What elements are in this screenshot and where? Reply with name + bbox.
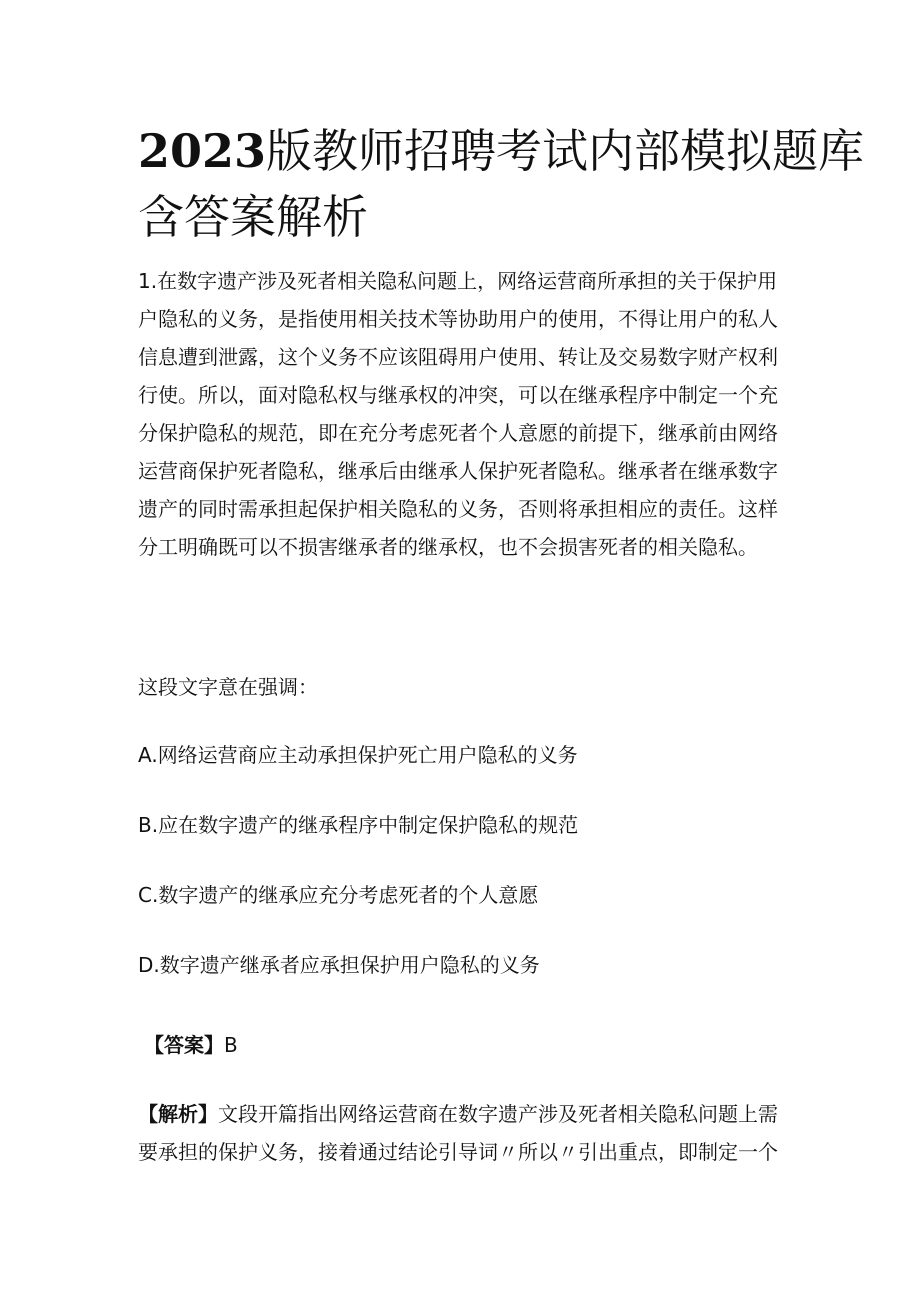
question-stem: 这段文字意在强调： <box>138 675 318 699</box>
passage-line: 行使。所以，面对隐私权与继承权的冲突，可以在继承程序中制定一个充 <box>138 383 778 407</box>
option-c: C.数字遗产的继承应充分考虑死者的个人意愿 <box>138 883 539 907</box>
passage-line: 运营商保护死者隐私，继承后由继承人保护死者隐私。继承者在继承数字 <box>138 459 778 483</box>
title-line-2: 含答案解析 <box>138 190 368 244</box>
passage-line: 分工明确既可以不损害继承者的继承权，也不会损害死者的相关隐私。 <box>138 535 758 559</box>
analysis-line: 要承担的保护义务，接着通过结论引导词〃所以〃引出重点，即制定一个 <box>138 1140 778 1164</box>
passage-line: 遗产的同时需承担起保护相关隐私的义务，否则将承担相应的责任。这样 <box>138 497 778 521</box>
title-line-1-text: 版教师招聘考试内部模拟题库 <box>266 124 865 178</box>
passage-line: 信息遭到泄露，这个义务不应该阻碍用户使用、转让及交易数字财产权利 <box>138 345 778 369</box>
passage-line: 户隐私的义务，是指使用相关技术等协助用户的使用，不得让用户的私人 <box>138 307 778 331</box>
document-title <box>138 118 865 250</box>
answer-line <box>144 1030 238 1060</box>
analysis-text: 文段开篇指出网络运营商在数字遗产涉及死者相关隐私问题上需 <box>218 1102 778 1126</box>
answer-value: B <box>224 1033 238 1057</box>
option-a: A.网络运营商应主动承担保护死亡用户隐私的义务 <box>138 743 578 767</box>
analysis-line <box>138 1095 798 1133</box>
title-line-1 <box>138 118 865 184</box>
option-d: D.数字遗产继承者应承担保护用户隐私的义务 <box>138 953 540 977</box>
passage-line: 分保护隐私的规范，即在充分考虑死者个人意愿的前提下，继承前由网络 <box>138 421 778 445</box>
answer-label: 【答案】 <box>144 1033 224 1057</box>
passage-line: 1.在数字遗产涉及死者相关隐私问题上，网络运营商所承担的关于保护用 <box>138 269 778 293</box>
analysis-block <box>138 1095 798 1171</box>
question-passage <box>138 262 788 566</box>
analysis-label: 【解析】 <box>138 1102 218 1126</box>
title-year: 2023 <box>138 124 267 178</box>
option-b: B.应在数字遗产的继承程序中制定保护隐私的规范 <box>138 813 579 837</box>
